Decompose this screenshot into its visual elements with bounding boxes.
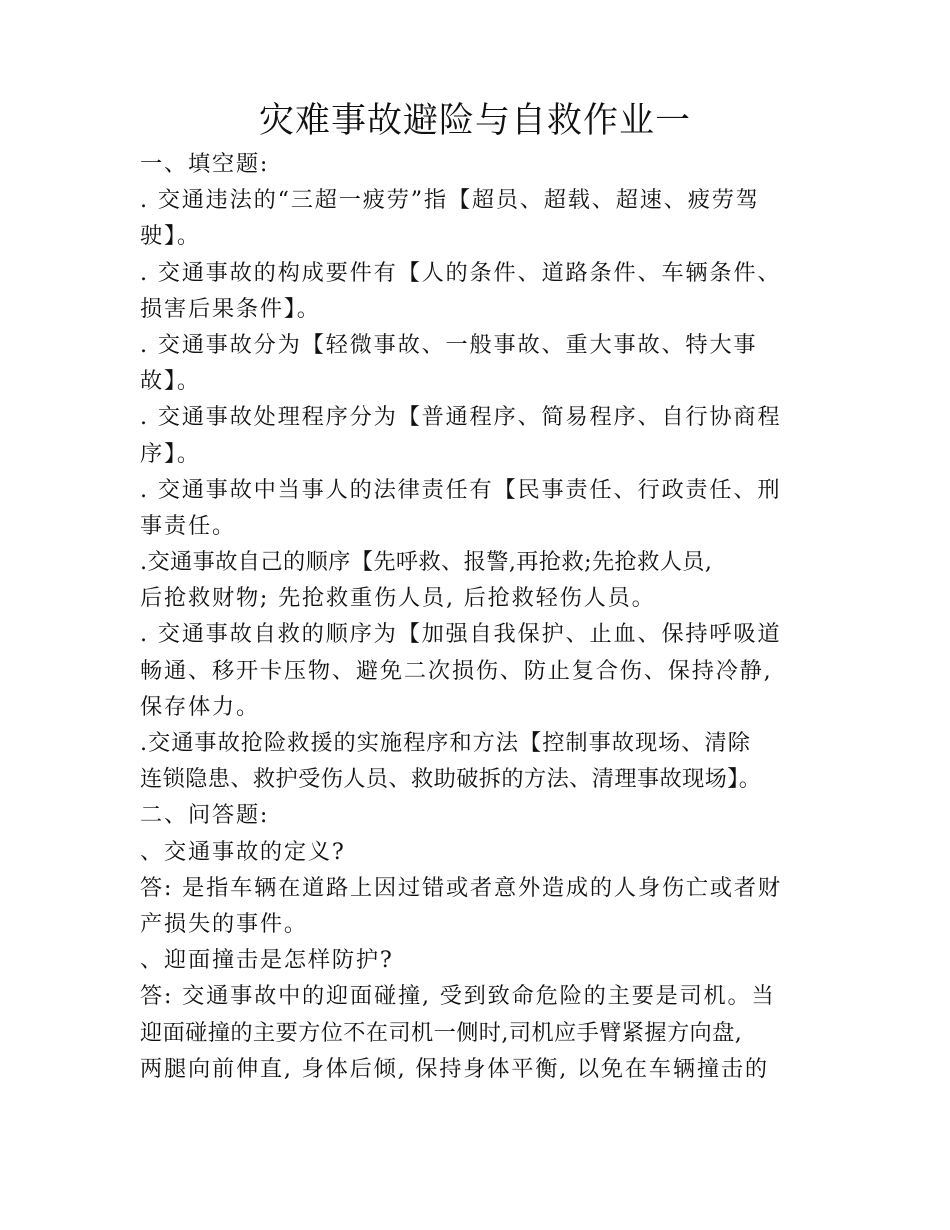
paragraph-line: 事责任。 (140, 512, 236, 539)
paragraph-line: 故】。 (140, 368, 201, 395)
paragraph-line: 连锁隐患、救护受伤人员、救助破拆的方法、清理事故现场】。 (140, 766, 762, 793)
paragraph-line: 损害后果条件】。 (140, 295, 321, 322)
paragraph-line: 序】。 (140, 440, 201, 467)
paragraph-line: 畅通、移开卡压物、避免二次损伤、防止复合伤、保持冷静, (140, 657, 773, 684)
paragraph-line: 保存体力。 (140, 693, 260, 720)
answer-line: 答: 是指车辆在道路上因过错或者意外造成的人身伤亡或者财 (140, 874, 782, 901)
answer-line: 答: 交通事故中的迎面碰撞, 受到致命危险的主要是司机。当 (140, 983, 776, 1010)
document-body (140, 146, 812, 1087)
paragraph-line: .交通事故自己的顺序【先呼救、报警,再抢救;先抢救人员, (140, 549, 713, 576)
paragraph-line: 驶】。 (140, 223, 201, 250)
answer-line: 迎面碰撞的主要方位不在司机一侧时,司机应手臂紧握方向盘, (140, 1019, 743, 1046)
question-line: 、迎面撞击是怎样防护? (140, 947, 394, 974)
paragraph-line: . 交通事故分为【轻微事故、一般事故、重大事故、特大事 (140, 331, 758, 358)
section-heading-fill-in: 一、填空题: (140, 151, 270, 177)
answer-line: 两腿向前伸直, 身体后倾, 保持身体平衡, 以免在车辆撞击的 (140, 1055, 769, 1082)
question-line: 、交通事故的定义? (140, 838, 346, 865)
paragraph-line: 后抢救财物; 先抢救重伤人员, 后抢救轻伤人员。 (140, 585, 656, 612)
paragraph-line: . 交通事故中当事人的法律责任有【民事责任、行政责任、刑 (140, 476, 782, 503)
paragraph-line: . 交通违法的“三超一疲劳”指【超员、超载、超速、疲劳驾 (140, 187, 760, 214)
document-title: 灾难事故避险与自救作业一 (258, 101, 691, 141)
paragraph-line: . 交通事故的构成要件有【人的条件、道路条件、车辆条件、 (140, 259, 782, 286)
answer-line: 产损失的事件。 (140, 910, 308, 937)
paragraph-line: .交通事故抢险救援的实施程序和方法【控制事故现场、清除 (140, 730, 751, 756)
section-heading-qa: 二、问答题: (140, 802, 270, 829)
paragraph-line: . 交通事故处理程序分为【普通程序、简易程序、自行协商程 (140, 404, 782, 431)
paragraph-line: . 交通事故自救的顺序为【加强自我保护、止血、保持呼吸道 (140, 621, 782, 648)
